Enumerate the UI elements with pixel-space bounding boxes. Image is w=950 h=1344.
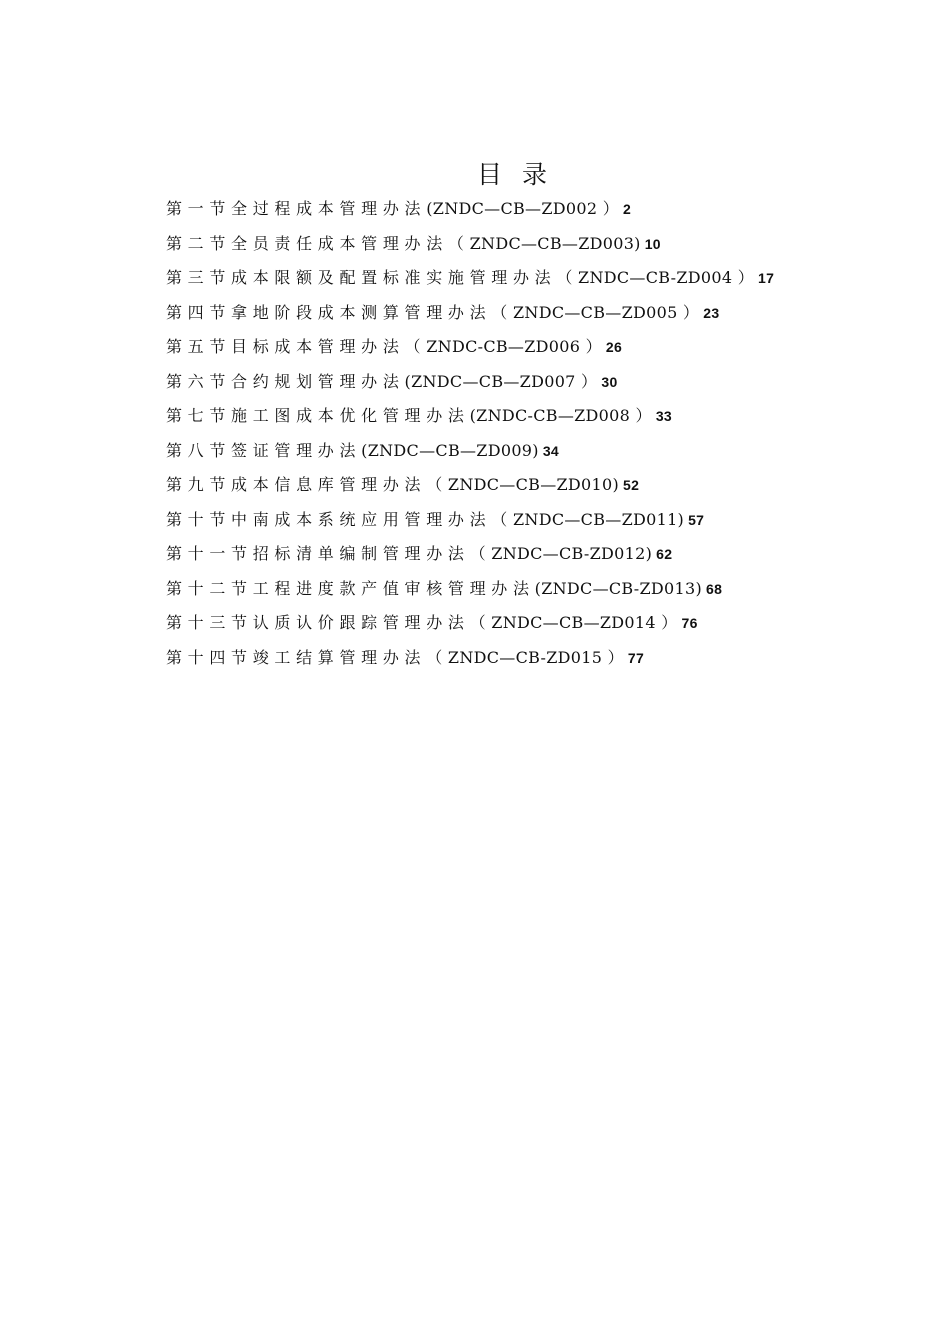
toc-entry[interactable] [166, 197, 796, 221]
toc-entry-text: 第 八 节 签 证 管 理 办 法 (ZNDC—CB—ZD009) [166, 440, 539, 460]
toc-entry-text: 第 一 节 全 过 程 成 本 管 理 办 法 (ZNDC—CB—ZD002 ） [166, 199, 620, 218]
toc-entry-page: 52 [623, 477, 640, 493]
toc-entry-page: 68 [706, 580, 723, 597]
toc-entry-text: 第 六 节 合 约 规 划 管 理 办 法 (ZNDC—CB—ZD007 ） [166, 371, 598, 391]
toc-entry-page: 77 [627, 649, 645, 666]
toc-entry-page: 62 [656, 546, 673, 562]
toc-entry[interactable] [166, 439, 796, 463]
toc-entry-text: 第 三 节 成 本 限 额 及 配 置 标 准 实 施 管 理 办 法 （ ZNDC—CB-ZD004 ） [166, 268, 754, 287]
toc-entry-page: 33 [655, 408, 672, 424]
toc-entry-text: 第 五 节 目 标 成 本 管 理 办 法 （ ZNDC-CB—ZD006 ） [166, 337, 602, 356]
toc-entry[interactable] [166, 232, 796, 256]
toc-entry[interactable] [166, 577, 796, 601]
toc-entry-page: 17 [758, 270, 775, 286]
toc-entry-page: 34 [542, 442, 560, 459]
toc-entry[interactable] [166, 646, 796, 670]
toc-entry-page: 30 [601, 373, 618, 390]
toc-entry[interactable] [166, 335, 796, 359]
toc-entry[interactable] [166, 542, 796, 566]
toc-entry[interactable] [166, 508, 796, 532]
toc-entry-page: 76 [681, 615, 698, 631]
toc-entry-page: 23 [703, 304, 720, 321]
toc-entry-text: 第 七 节 施 工 图 成 本 优 化 管 理 办 法 (ZNDC-CB—ZD008 ） [166, 406, 652, 425]
toc-entry[interactable] [166, 404, 796, 428]
toc-entry-page: 2 [623, 201, 632, 217]
toc-entry-text: 第 二 节 全 员 责 任 成 本 管 理 办 法 （ ZNDC—CB—ZD003) [166, 233, 641, 253]
toc-entry[interactable] [166, 370, 796, 394]
toc-list [166, 197, 796, 680]
toc-entry-text: 第 九 节 成 本 信 息 库 管 理 办 法 （ ZNDC—CB—ZD010) [166, 475, 620, 494]
toc-entry[interactable] [166, 301, 796, 325]
toc-entry-page: 57 [688, 511, 705, 528]
toc-entry-text: 第 十 节 中 南 成 本 系 统 应 用 管 理 办 法 （ ZNDC—CB—ZD011) [166, 509, 685, 529]
toc-entry-text: 第 十 三 节 认 质 认 价 跟 踪 管 理 办 法 （ ZNDC—CB—ZD014 ） [166, 613, 678, 632]
toc-entry[interactable] [166, 473, 796, 497]
toc-entry-text: 第 四 节 拿 地 阶 段 成 本 测 算 管 理 办 法 （ ZNDC—CB—ZD005 ） [166, 302, 700, 322]
toc-title: 目 录 [477, 160, 553, 189]
toc-entry[interactable] [166, 611, 796, 635]
toc-entry-page: 10 [644, 235, 661, 252]
toc-entry-text: 第 十 四 节 竣 工 结 算 管 理 办 法 （ ZNDC—CB-ZD015 ） [166, 647, 624, 667]
toc-entry[interactable] [166, 266, 796, 290]
toc-entry-page: 26 [605, 339, 623, 355]
toc-entry-text: 第 十 二 节 工 程 进 度 款 产 值 审 核 管 理 办 法 (ZNDC—CB-ZD013) [166, 578, 703, 598]
toc-entry-text: 第 十 一 节 招 标 清 单 编 制 管 理 办 法 （ ZNDC—CB-ZD012) [166, 544, 653, 563]
